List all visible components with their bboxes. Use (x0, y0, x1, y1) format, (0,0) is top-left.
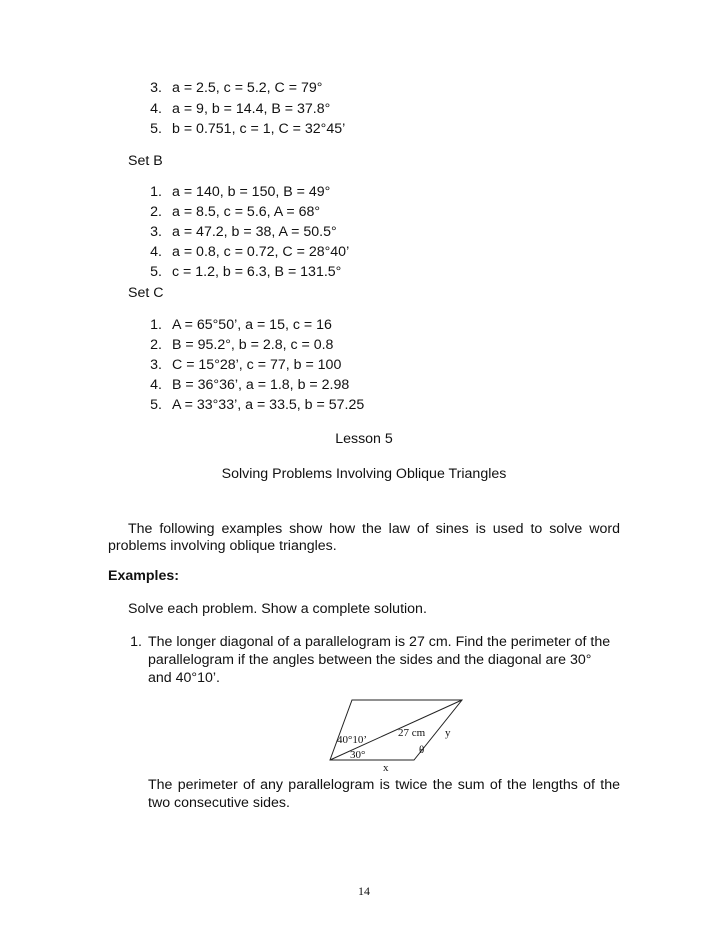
item-number: 1. (150, 317, 162, 333)
item-text: A = 33°33’, a = 33.5, b = 57.25 (172, 397, 365, 413)
item-number: 3. (150, 357, 162, 373)
conclusion-line-2: two consecutive sides. (148, 795, 290, 811)
side-label-y: y (445, 727, 451, 739)
conclusion-line-1: The perimeter of any parallelogram is twice the sum of the lengths of the (148, 777, 620, 793)
item-number: 3. (150, 80, 162, 96)
diagonal-label: 27 cm (398, 727, 426, 739)
item-text: a = 9, b = 14.4, B = 37.8° (172, 101, 331, 117)
item-text: a = 2.5, c = 5.2, C = 79° (172, 80, 323, 96)
angle-label-40-10: 40°10’ (337, 734, 368, 746)
problem-line-3: and 40°10’. (148, 670, 220, 686)
item-number: 5. (150, 264, 162, 280)
item-text: a = 0.8, c = 0.72, C = 28°40’ (172, 244, 350, 260)
angle-label-30: 30° (350, 749, 366, 761)
item-text: B = 95.2°, b = 2.8, c = 0.8 (172, 337, 334, 353)
item-number: 5. (150, 121, 162, 137)
item-number: 2. (150, 204, 162, 220)
item-number: 2. (150, 337, 162, 353)
lesson-subtitle: Solving Problems Involving Oblique Triangles (221, 466, 507, 482)
item-number: 4. (150, 101, 162, 117)
lesson-title: Lesson 5 (335, 431, 393, 447)
intro-line-1: The following examples show how the law of sines is used to solve word (128, 521, 620, 537)
problem-line-1: The longer diagonal of a parallelogram is 27 cm. Find the perimeter of the (148, 634, 611, 650)
item-text: a = 8.5, c = 5.6, A = 68° (172, 204, 321, 220)
set-c-heading: Set C (128, 285, 164, 301)
problem-number: 1. (130, 634, 142, 650)
item-text: a = 47.2, b = 38, A = 50.5° (172, 224, 337, 240)
item-text: B = 36°36’, a = 1.8, b = 2.98 (172, 377, 350, 393)
intro-line-2: problems involving oblique triangles. (108, 538, 337, 554)
problem-line-2: parallelogram if the angles between the sides and the diagonal are 30° (148, 652, 592, 668)
angle-label-theta: θ (419, 744, 425, 756)
instruction-text: Solve each problem. Show a complete solution. (128, 601, 427, 617)
examples-heading: Examples: (108, 568, 179, 584)
item-number: 4. (150, 377, 162, 393)
item-text: c = 1.2, b = 6.3, B = 131.5° (172, 264, 342, 280)
side-label-x: x (383, 762, 389, 774)
item-number: 3. (150, 224, 162, 240)
item-number: 4. (150, 244, 162, 260)
item-number: 5. (150, 397, 162, 413)
item-text: b = 0.751, c = 1, C = 32°45’ (172, 121, 346, 137)
item-text: a = 140, b = 150, B = 49° (172, 184, 331, 200)
item-number: 1. (150, 184, 162, 200)
item-text: A = 65°50’, a = 15, c = 16 (172, 317, 332, 333)
page-number: 14 (358, 884, 370, 898)
set-b-heading: Set B (128, 153, 163, 169)
item-text: C = 15°28’, c = 77, b = 100 (172, 357, 342, 373)
